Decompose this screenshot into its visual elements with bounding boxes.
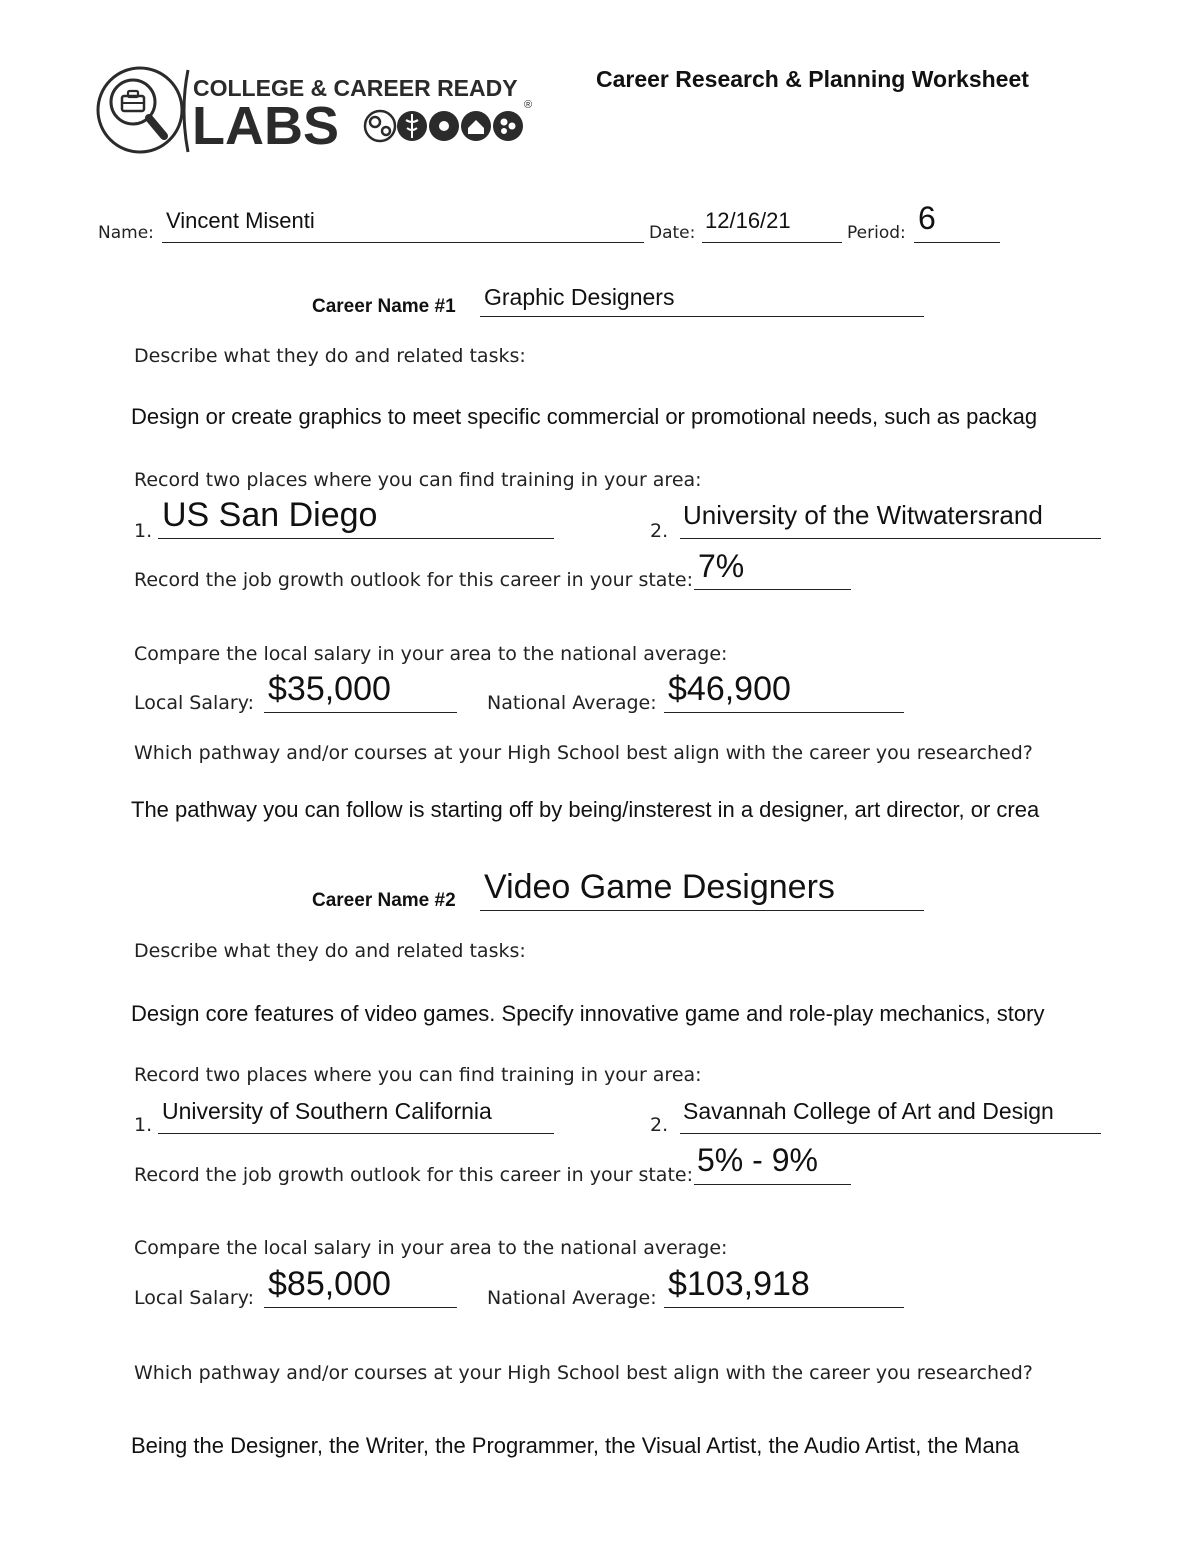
career-1-training-prompt: Record two places where you can find training in your area: [134,469,702,491]
career-1-training-2-number: 2. [650,520,669,542]
career-2-training-1-underline [158,1133,554,1134]
logo-main-text: LABS [192,96,339,156]
career-2-national-average-label: National Average: [487,1287,657,1309]
career-2-training-prompt: Record two places where you can find training in your area: [134,1064,702,1086]
date-underline [702,242,842,243]
college-career-ready-labs-logo [96,64,541,160]
career-2-growth-field[interactable]: 5% - 9% [697,1142,818,1178]
career-1-local-salary-field[interactable]: $35,000 [268,670,391,708]
career-1-national-average-underline [664,712,904,713]
worksheet-title: Career Research & Planning Worksheet [596,66,1029,92]
career-1-local-salary-underline [264,712,457,713]
career-1-training-1-number: 1. [134,520,153,542]
career-1-growth-underline [694,589,851,590]
career-2-name-field[interactable]: Video Game Designers [484,868,835,906]
career-1-pathway-field[interactable]: The pathway you can follow is starting off by being/insterest in a designer, art director, or crea [131,797,1040,822]
period-field[interactable]: 6 [918,200,936,236]
career-2-growth-prompt: Record the job growth outlook for this career in your state: [134,1164,693,1186]
career-1-pathway-prompt: Which pathway and/or courses at your High School best align with the career you researched? [134,742,1033,764]
career-2-describe-field[interactable]: Design core features of video games. Specify innovative game and role-play mechanics, story [131,1001,1045,1026]
date-field[interactable]: 12/16/21 [705,208,791,233]
career-2-training-2-field[interactable]: Savannah College of Art and Design [683,1098,1054,1124]
career-2-describe-prompt: Describe what they do and related tasks: [134,940,526,962]
name-label: Name: [98,223,154,243]
career-1-training-1-underline [158,538,554,539]
career-1-growth-prompt: Record the job growth outlook for this career in your state: [134,569,693,591]
name-field[interactable]: Vincent Misenti [166,208,315,233]
career-2-local-salary-underline [264,1307,457,1308]
career-2-local-salary-field[interactable]: $85,000 [268,1265,391,1303]
career-1-local-salary-label: Local Salary: [134,692,254,714]
career-1-training-1-field[interactable]: US San Diego [162,496,378,534]
career-1-national-average-label: National Average: [487,692,657,714]
career-2-training-1-field[interactable]: University of Southern California [162,1098,492,1124]
career-2-training-1-number: 1. [134,1114,153,1136]
career-1-describe-field[interactable]: Design or create graphics to meet specific commercial or promotional needs, such as packag [131,404,1038,429]
career-1-training-2-underline [680,538,1101,539]
career-2-national-average-underline [664,1307,904,1308]
career-2-pathway-field[interactable]: Being the Designer, the Writer, the Programmer, the Visual Artist, the Audio Artist, the Mana [131,1433,1020,1458]
career-1-salary-prompt: Compare the local salary in your area to the national average: [134,643,728,665]
career-2-training-2-number: 2. [650,1114,669,1136]
career-1-training-2-field[interactable]: University of the Witwatersrand [683,500,1043,530]
period-underline [914,242,1000,243]
career-1-describe-prompt: Describe what they do and related tasks: [134,345,526,367]
logo-top-text: COLLEGE & CAREER READY [193,75,518,101]
career-2-salary-prompt: Compare the local salary in your area to the national average: [134,1237,728,1259]
career-2-pathway-prompt: Which pathway and/or courses at your High School best align with the career you researched? [134,1362,1033,1384]
career-1-name-underline [480,316,924,317]
career-1-national-average-field[interactable]: $46,900 [668,670,791,708]
career-1-growth-field[interactable]: 7% [698,548,745,584]
career-2-local-salary-label: Local Salary: [134,1287,254,1309]
career-2-growth-underline [694,1184,851,1185]
career-2-training-2-underline [680,1133,1101,1134]
career-2-name-label: Career Name #2 [312,890,456,911]
registered-mark: ® [524,99,533,111]
career-2-name-underline [480,910,924,911]
career-1-name-field[interactable]: Graphic Designers [484,284,675,310]
name-underline [162,242,644,243]
date-label: Date: [649,223,696,243]
career-1-name-label: Career Name #1 [312,296,456,317]
period-label: Period: [847,223,906,243]
career-2-national-average-field[interactable]: $103,918 [668,1265,810,1303]
